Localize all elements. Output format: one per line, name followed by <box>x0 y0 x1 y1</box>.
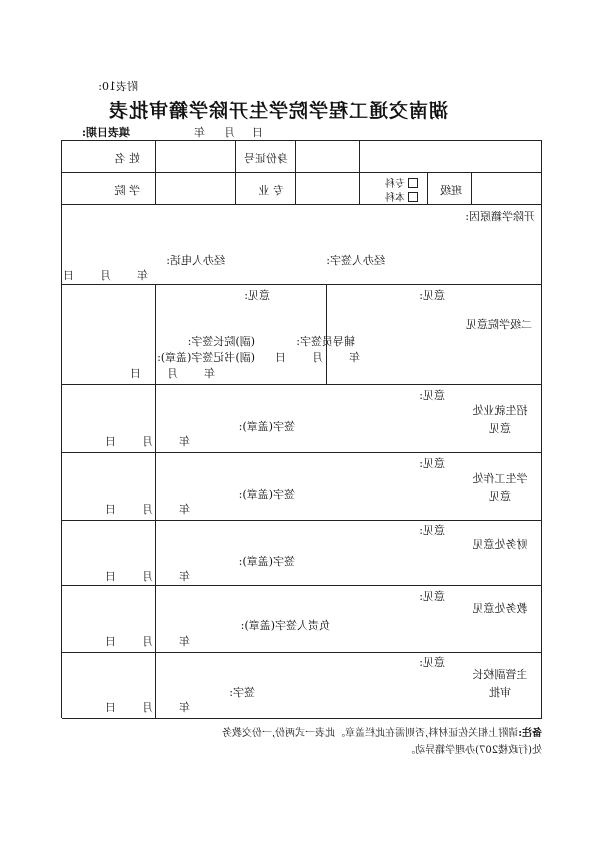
note-line-2: 处(行政楼207)办理学籍异动。 <box>405 745 542 756</box>
finance-sign-seal-label: 签字(盖章): <box>238 555 295 568</box>
employment-date: 年月日 <box>105 435 190 448</box>
academic-date: 年月日 <box>105 635 190 648</box>
academic-office-heading: 教务处意见 <box>472 602 528 615</box>
class-input[interactable] <box>474 174 540 202</box>
note-line-1: 备注:请附上相关佐证材料,否则需在此栏盖章。此表一式两份,一份交教务 <box>221 728 542 739</box>
id-cell-left[interactable] <box>158 142 234 170</box>
employment-opinion-label: 意见: <box>419 389 445 402</box>
major-input[interactable] <box>298 174 358 202</box>
student-work-sign-seal-label: 签字(盖章): <box>238 488 295 501</box>
class-label: 班级 <box>440 184 462 197</box>
fill-date-day: 日 <box>252 126 263 139</box>
college-date: 年月日 <box>130 367 215 380</box>
vice-president-heading: 主管副校长审批 <box>472 668 528 699</box>
employment-office-heading: 招生就业处意见 <box>472 404 528 435</box>
bachelor-checkbox[interactable] <box>408 192 418 202</box>
academic-opinion-label: 意见: <box>419 590 445 603</box>
counselor-opinion-label: 意见: <box>419 289 445 302</box>
counselor-signature-label: 辅导员签字: <box>296 335 355 348</box>
fill-date-label: 填表日期: <box>81 126 130 139</box>
student-work-opinion-label: 意见: <box>419 457 445 470</box>
fill-date-month: 月 <box>224 126 235 139</box>
secondary-college-heading: 二级学院意见 <box>466 318 532 331</box>
student-work-office-heading: 学生工作处意见 <box>472 472 528 503</box>
academic-responsible-sign-label: 负责人签字(盖章): <box>240 619 330 632</box>
finance-office-heading: 财务处意见 <box>472 538 528 551</box>
major-label: 专 业 <box>258 184 284 197</box>
expulsion-reason-label: 开除学籍原因: <box>465 210 535 223</box>
employment-sign-seal-label: 签字(盖章): <box>238 420 295 433</box>
option-junior[interactable]: 专科 <box>385 175 418 190</box>
dean-signature-label: (副)院长签字: <box>187 335 255 348</box>
junior-checkbox[interactable] <box>408 178 418 188</box>
vice-president-opinion-label: 意见: <box>419 656 445 669</box>
handler-phone-label: 经办人电话: <box>166 254 225 267</box>
handler-signature-label: 经办人签字: <box>326 254 385 267</box>
name-label: 姓 名 <box>114 152 140 165</box>
option-bachelor[interactable]: 本科 <box>385 189 418 204</box>
note-label: 备注: <box>518 728 542 739</box>
finance-opinion-label: 意见: <box>419 524 445 537</box>
secretary-signature-label: (副)书记签字(盖章): <box>157 351 255 364</box>
college-input[interactable] <box>158 174 234 202</box>
college-opinion-label: 意见: <box>244 289 270 302</box>
id-number-label: 身份证号 <box>244 152 288 165</box>
vice-president-date: 年月日 <box>105 701 190 714</box>
form-title: 湖南交通工程学院学生开除学籍审批表 <box>107 100 448 122</box>
id-number-input[interactable] <box>362 142 540 170</box>
vice-president-signature-label: 签字: <box>229 686 255 699</box>
fill-date-year: 年 <box>194 126 205 139</box>
name-input[interactable] <box>64 142 154 170</box>
counselor-date: 年月日 <box>275 351 360 364</box>
finance-date: 年月日 <box>105 570 190 583</box>
college-label: 学 院 <box>114 184 140 197</box>
student-work-date: 年月日 <box>105 503 190 516</box>
attachment-label: 附表10: <box>98 80 138 93</box>
reason-date: 年月日 <box>63 269 148 282</box>
